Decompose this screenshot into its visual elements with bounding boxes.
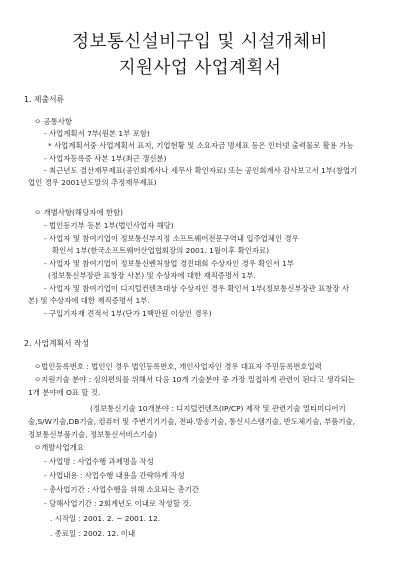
overview-project-content: - 사업내용 : 사업수행 내용을 간략하게 작성 (44, 471, 185, 480)
project-overview-heading: ㅇ개발사업개요 (34, 443, 84, 452)
individual-item-3a: - 사업자 및 참여기업이 정보통신벤처창업 경진대회 수상자인 경우 확인서 1부 (44, 259, 294, 268)
tech-fields-list-1: (정보통신기술 10개분야 : 디지털컨텐츠(IP/CP) 제작 및 관련기술 멀티미디어기 (90, 404, 346, 413)
tech-fields-list-2: 술,S/W기술,DB기술, 컴퓨터 및 주변기기기술, 전파.방송기술, 통신시스템기술, 반도체기술, 부품기술, (28, 417, 355, 426)
individual-item-2a: - 사업자 및 참여기업이 정보통신부지정 소프트웨어전문구역내 입주업체인 경우 (44, 234, 299, 243)
section-2-heading: 2. 사업계획서 작성 (24, 339, 90, 348)
individual-item-5: - 구입기자재 견적서 1부(단가 1백만원 이상인 경우) (44, 309, 212, 318)
common-item-3a: - 최근년도 결산재무제표(공인회계사나 세무사 확인자료) 또는 공인회계사 감사보고서 1부(창업기 (44, 166, 358, 175)
common-item-note: * 사업계획서중 사업계획서 표지, 기업현황 및 소요자금 명세표 등은 인터넷 출력물로 활용 가능 (48, 141, 354, 150)
document-title-line2: 지원사업 사업계획서 (118, 58, 282, 78)
overview-project-name: - 사업명 : 사업수행 과제명을 작성 (44, 457, 154, 466)
common-item-3b: 업인 경우 2001년도말의 추정재무제표) (28, 178, 157, 187)
individual-item-3b: (정보통신부장관 표창장 사본) 및 수상자에 대한 재직증명서 1부. (48, 271, 256, 280)
tech-field-note-cont: 1개 분야에 O표 할 것. (28, 388, 101, 397)
overview-end-date: . 종료일 : 2002. 12. 이내 (50, 529, 136, 538)
overview-total-period: - 총사업기간 : 사업수행을 위해 소요되는 총기간 (44, 485, 199, 494)
overview-current-period: - 당해사업기간 : 2회계년도 이내로 작성할 것. (44, 499, 192, 508)
individual-item-4a: - 사업자 및 참여기업이 디지털컨텐츠대상 수상자인 경우 확인서 1부(정보통신부장관 표창장 사 (44, 284, 350, 293)
common-item-2: - 사업자등록증 사본 1부(최근 갱신분) (44, 154, 167, 163)
common-item-1: - 사업계획서 7부(원본 1부 포함) (44, 129, 150, 138)
individual-item-4b: 본) 및 수상자에 대한 재직증명서 1부. (28, 296, 150, 305)
overview-start-date: . 시작일 : 2001. 2. ~ 2001. 12. (50, 514, 161, 523)
common-items-heading: ㅇ 공통사항 (34, 117, 73, 126)
individual-item-2b: 확인서 1부(한국소프트웨어산업협회장의 2001. 1월이후 확인자료) (52, 246, 270, 255)
registration-number-note: ㅇ법인등록번호 : 법인인 경우 법인등록번호, 개인사업자인 경우 대표자 주민등록번호입력 (34, 362, 322, 371)
individual-items-heading: ㅇ 개별사항(해당자에 한함) (34, 208, 123, 217)
section-1-heading: 1. 제출서류 (24, 95, 65, 104)
document-title-line1: 정보통신설비구입 및 시설개체비 (72, 32, 328, 52)
individual-item-1: - 법인등기부 등본 1부(법인사업자 해당) (44, 221, 174, 230)
tech-field-note: ㅇ지원기술 분야 : 심의편의를 위해서 다음 10개 기술분야 중 가장 밀접하게 관련이 된다고 생각되는 (34, 375, 355, 384)
tech-fields-list-3: 정보통신부품기술, 정보통신서비스기술) (28, 430, 157, 439)
